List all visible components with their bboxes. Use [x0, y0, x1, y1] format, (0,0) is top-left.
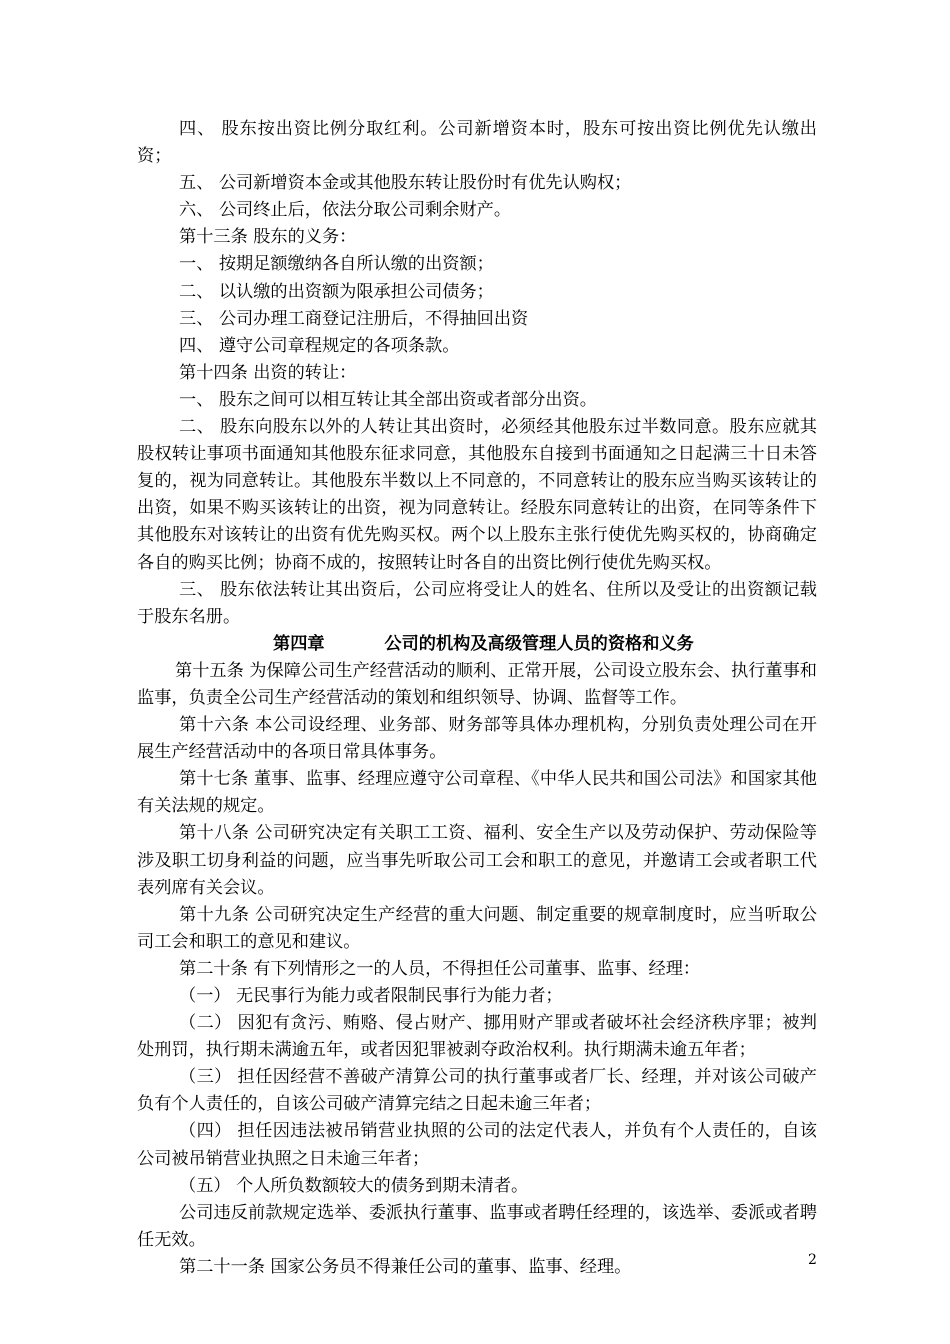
- article-heading: 第十三条 股东的义务：: [179, 227, 357, 248]
- paragraph: 第十九条 公司研究决定生产经营的重大问题、制定重要的规章制度时，应当听取公司工会和职工的意见和建议。: [137, 904, 817, 952]
- list-item: （五） 个人所负数额较大的债务到期未清者。: [179, 1175, 529, 1196]
- list-item: （三） 担任因经营不善破产清算公司的执行董事或者厂长、经理，并对该公司破产负有个人责任的，自该公司破产清算完结之日起未逾三年者；: [137, 1067, 817, 1115]
- paragraph: 五、 公司新增资本金或其他股东转让股份时有优先认购权；: [179, 173, 632, 194]
- paragraph: 第十七条 董事、监事、经理应遵守公司章程、《中华人民共和国公司法》和国家其他有关法规的规定。: [137, 769, 817, 817]
- paragraph: 三、 股东依法转让其出资后，公司应将受让人的姓名、住所以及受让的出资额记载于股东名册。: [137, 579, 817, 627]
- paragraph: 四、 遵守公司章程规定的各项条款。: [179, 335, 460, 356]
- list-item: （二） 因犯有贪污、贿赂、侵占财产、挪用财产罪或者破坏社会经济秩序罪；被判处刑罚，执行期未满逾五年，或者因犯罪被剥夺政治权利。执行期满未逾五年者；: [137, 1013, 817, 1061]
- paragraph: 二、 以认缴的出资额为限承担公司债务；: [179, 281, 494, 302]
- article-heading: 第十四条 出资的转让：: [179, 362, 357, 383]
- paragraph: 第十五条 为保障公司生产经营活动的顺利、正常开展，公司设立股东会、执行董事和监事，负责全公司生产经营活动的策划和组织领导、协调、监督等工作。: [137, 660, 817, 708]
- paragraph: 第十六条 本公司设经理、业务部、财务部等具体办理机构，分别负责处理公司在开展生产经营活动中的各项日常具体事务。: [137, 715, 817, 763]
- page-number: 2: [808, 1252, 817, 1268]
- paragraph: 一、 按期足额缴纳各自所认缴的出资额；: [179, 254, 494, 275]
- paragraph: 公司违反前款规定选举、委派执行董事、监事或者聘任经理的，该选举、委派或者聘任无效。: [137, 1202, 817, 1250]
- paragraph: 第二十一条 国家公务员不得兼任公司的董事、监事、经理。: [179, 1256, 632, 1277]
- list-item: （四） 担任因违法被吊销营业执照的公司的法定代表人，并负有个人责任的，自该公司被吊销营业执照之日未逾三年者；: [137, 1121, 817, 1169]
- chapter-heading: 第四章 公司的机构及高级管理人员的资格和义务: [273, 633, 694, 654]
- list-item: （一） 无民事行为能力或者限制民事行为能力者；: [179, 986, 563, 1006]
- paragraph: 第十八条 公司研究决定有关职工工资、福利、安全生产以及劳动保护、劳动保险等涉及职工切身利益的问题，应当事先听取公司工会和职工的意见，并邀请工会或者职工代表列席有关会议。: [137, 823, 817, 898]
- paragraph: 四、 股东按出资比例分取红利。公司新增资本时，股东可按出资比例优先认缴出资；: [137, 119, 817, 167]
- document-body: [137, 116, 817, 1281]
- paragraph: 第二十条 有下列情形之一的人员，不得担任公司董事、监事、经理：: [179, 958, 701, 979]
- paragraph: 二、 股东向股东以外的人转让其出资时，必须经其他股东过半数同意。股东应就其股权转让事项书面通知其他股东征求同意，其他股东自接到书面通知之日起满三十日未答复的，视为同意转让。其他股东半数以上不同意的，不同意转让的股东应当购买该转让的出资，如果不购买该转让的出资，视为同意转让。经股东同意转让的出资，在同等条件下其他股东对该转让的出资有优先购买权。两个以上股东主张行使优先购买权的，协商确定各自的购买比例；协商不成的，按照转让时各自的出资比例行使优先购买权。: [137, 417, 817, 573]
- paragraph: 六、 公司终止后，依法分取公司剩余财产。: [179, 200, 512, 221]
- paragraph: 三、 公司办理工商登记注册后，不得抽回出资: [179, 308, 529, 329]
- paragraph: 一、 股东之间可以相互转让其全部出资或者部分出资。: [179, 389, 597, 410]
